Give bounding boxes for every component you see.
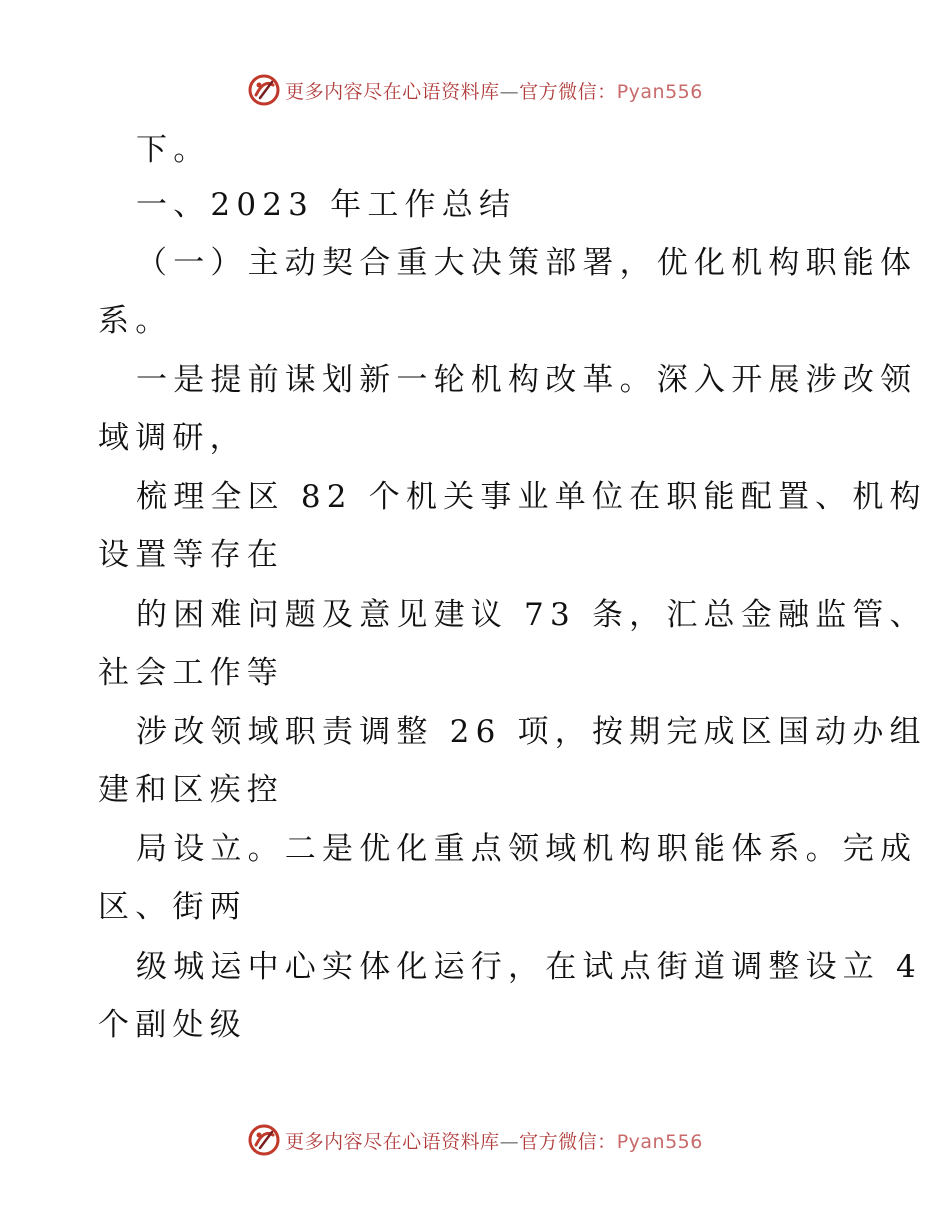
watermark-handle: Pyan556 bbox=[616, 80, 703, 103]
text-line: 系。 bbox=[98, 303, 173, 339]
watermark-label: 官方微信： bbox=[519, 80, 617, 103]
watermark-handle: Pyan556 bbox=[616, 1130, 703, 1153]
text-line: 建和区疾控 bbox=[98, 772, 284, 808]
watermark-text bbox=[285, 1127, 703, 1154]
text-line: 一是提前谋划新一轮机构改革。深入开展涉改领 bbox=[136, 362, 918, 398]
text-line: 域调研， bbox=[98, 420, 247, 456]
watermark-dash: — bbox=[499, 80, 520, 103]
watermark-site-name: 更多内容尽在心语资料库 bbox=[285, 80, 500, 103]
text-line: 社会工作等 bbox=[98, 655, 284, 691]
text-line: 的困难问题及意见建议 73 条，汇总金融监管、 bbox=[136, 597, 927, 633]
watermark-label: 官方微信： bbox=[519, 1130, 617, 1153]
text-line: 个副处级 bbox=[98, 1007, 247, 1043]
subsection-heading: （一）主动契合重大决策部署，优化机构职能体 bbox=[136, 245, 918, 281]
watermark-dash: — bbox=[499, 1130, 520, 1153]
text-line: 局设立。二是优化重点领域机构职能体系。完成 bbox=[136, 831, 918, 867]
text-line: 区、街两 bbox=[98, 889, 247, 925]
text-line: 下。 bbox=[136, 132, 211, 168]
text-line: 涉改领域职责调整 26 项，按期完成区国动办组 bbox=[136, 714, 927, 750]
brand-logo-icon bbox=[247, 1123, 281, 1157]
text-line: 梳理全区 82 个机关事业单位在职能配置、机构 bbox=[136, 479, 927, 515]
text-line: 设置等存在 bbox=[98, 537, 284, 573]
watermark-site-name: 更多内容尽在心语资料库 bbox=[285, 1130, 500, 1153]
footer-watermark bbox=[0, 1118, 950, 1162]
section-heading: 一、2023 年工作总结 bbox=[136, 187, 517, 223]
text-line: 级城运中心实体化运行，在试点街道调整设立 4 bbox=[136, 949, 922, 985]
